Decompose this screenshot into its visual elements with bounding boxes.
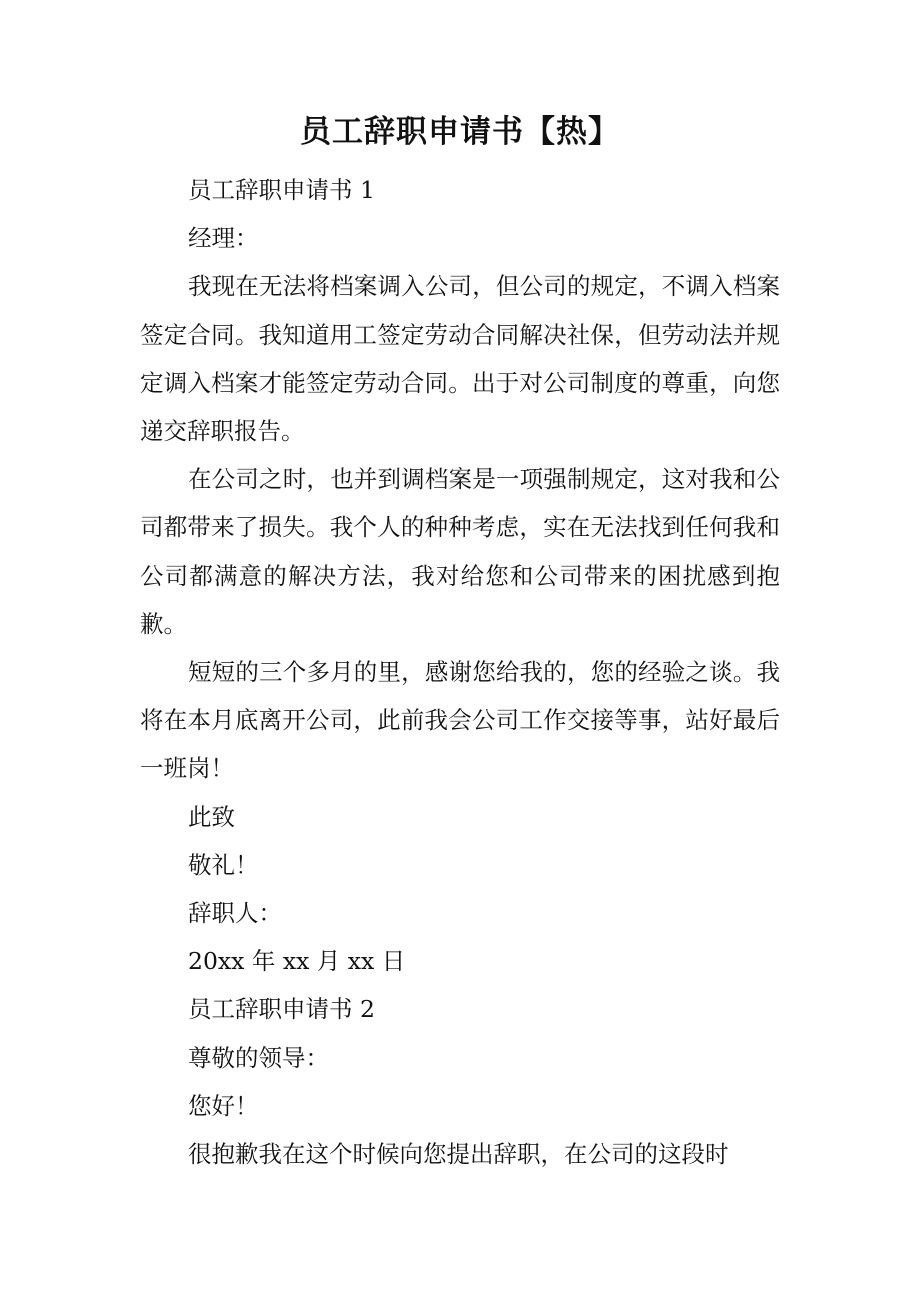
paragraph-date: 20xx 年 xx 月 xx 日 xyxy=(188,947,406,976)
paragraph-heading-2: 员工辞职申请书 2 xyxy=(188,995,375,1024)
paragraph-signature: 辞职人： xyxy=(188,899,282,928)
paragraph-body-3: 短短的三个多月的里，感谢您给我的，您的经验之谈。我将在本月底离开公司，此前我会公司工作交接等事，站好最后一班岗！ xyxy=(140,658,780,783)
paragraph-heading-1: 员工辞职申请书 1 xyxy=(188,176,375,204)
paragraph-greeting: 您好！ xyxy=(188,1091,259,1120)
paragraph-body-4: 很抱歉我在这个时候向您提出辞职，在公司的这段时 xyxy=(188,1140,729,1169)
paragraph-closing-1: 此致 xyxy=(188,802,235,831)
paragraph-body-1: 我现在无法将档案调入公司，但公司的规定，不调入档案签定合同。我知道用工签定劳动合同解决社保，但劳动法并规定调入档案才能签定劳动合同。出于对公司制度的尊重，向您递交辞职报告。 xyxy=(140,272,780,446)
paragraph-closing-2: 敬礼！ xyxy=(188,850,259,879)
paragraph-body-2: 在公司之时，也并到调档案是一项强制规定，这对我和公司都带来了损失。我个人的种种考虑，实在无法找到任何我和公司都满意的解决方法，我对给您和公司带来的困扰感到抱歉。 xyxy=(140,465,780,638)
document-title: 员工辞职申请书【热】 xyxy=(300,114,620,150)
paragraph-salutation-1: 经理： xyxy=(188,224,259,253)
paragraph-salutation-2: 尊敬的领导： xyxy=(188,1043,329,1072)
document-body xyxy=(140,166,780,1178)
